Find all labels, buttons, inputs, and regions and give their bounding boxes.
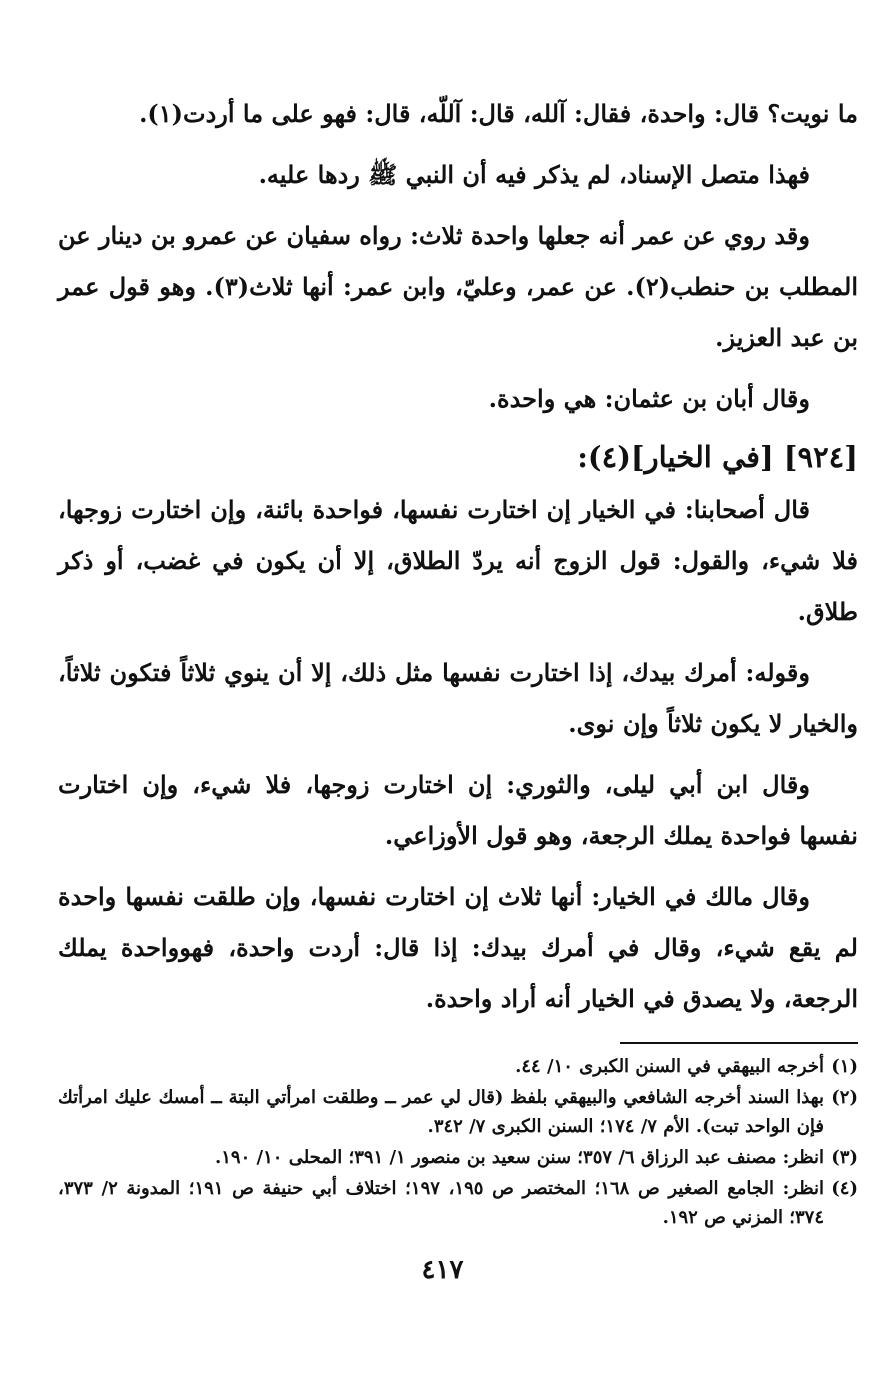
paragraph: وقال أبان بن عثمان: هي واحدة.	[488, 384, 810, 413]
footnote-number: (١)	[831, 1056, 858, 1077]
paragraph: وقوله: أمرك بيدك، إذا اختارت نفسها مثل ذلك، إلا أن ينوي ثلاثاً فتكون ثلاثاً، والخيار لا يكون ثلاثاً وإن نوى.	[58, 658, 858, 738]
footnote-text: انظر: الجامع الصغير ص ١٦٨؛ المختصر ص ١٩٥، ١٩٧؛ اختلاف أبي حنيفة ص ١٩١؛ المدونة ٢/ ٣٧٣، ٣٧٤؛ المزني ص ١٩٢.	[58, 1178, 825, 1228]
paragraph: وقال مالك في الخيار: أنها ثلاث إن اختارت نفسها، وإن طلقت نفسها واحدة لم يقع شيء، وقال في أمرك بيدك: إذا قال: أردت واحدة، فهوواحدة يملك الرجعة، ولا يصدق في الخيار أنه أراد واحدة.	[58, 882, 858, 1013]
paragraph: وقد روي عن عمر أنه جعلها واحدة ثلاث: رواه سفيان عن عمرو بن دينار عن المطلب بن حنطب(٢). عن عمر، وعليّ، وابن عمر: أنها ثلاث(٣). وهو قول عمر بن عبد العزيز.	[58, 221, 858, 352]
paragraph: وقال ابن أبي ليلى، والثوري: إن اختارت زوجها، فلا شيء، وإن اختارت نفسها فواحدة يملك الرجعة، وهو قول الأوزاعي.	[58, 770, 858, 850]
page-body	[58, 88, 858, 1234]
footnote-number: (٣)	[831, 1147, 858, 1168]
footnote	[58, 1083, 858, 1141]
footnote	[58, 1174, 858, 1232]
footnote-number: (٤)	[831, 1178, 858, 1199]
footnote-text: بهذا السند أخرجه الشافعي والبيهقي بلفظ (قال لي عمر ــ وطلقت امرأتي البتة ــ أمسك عليك امرأتك فإن الواحد تبت). الأم ٧/ ١٧٤؛ السنن الكبرى ٧/ ٣٤٢.	[58, 1087, 824, 1137]
footnote-text: انظر: مصنف عبد الرزاق ٦/ ٣٥٧؛ سنن سعيد بن منصور ١/ ٣٩١؛ المحلى ١٠/ ١٩٠.	[214, 1147, 824, 1168]
footnote	[58, 1052, 858, 1081]
paragraph-continuation: ما نويت؟ قال: واحدة، فقال: آلله، قال: آللّه، قال: فهو على ما أردت(١).	[139, 99, 858, 128]
paragraph: قال أصحابنا: في الخيار إن اختارت نفسها، فواحدة بائنة، وإن اختارت زوجها، فلا شيء، والقول: قول الزوج أنه يردّ الطلاق، إلا أن يكون في غضب، أو ذكر طلاق.	[58, 495, 858, 626]
footnote-text: أخرجه البيهقي في السنن الكبرى ١٠/ ٤٤.	[515, 1056, 824, 1077]
page-number: ٤١٧	[421, 1255, 464, 1285]
paragraph: فهذا متصل الإسناد، لم يذكر فيه أن النبي ﷺ ردها عليه.	[258, 160, 810, 189]
footnote-divider	[620, 1042, 858, 1044]
footnote-number: (٢)	[831, 1087, 858, 1108]
section-heading: [٩٢٤] [في الخيار](٤):	[577, 440, 858, 474]
footnotes	[58, 1052, 858, 1232]
footnote	[58, 1143, 858, 1172]
